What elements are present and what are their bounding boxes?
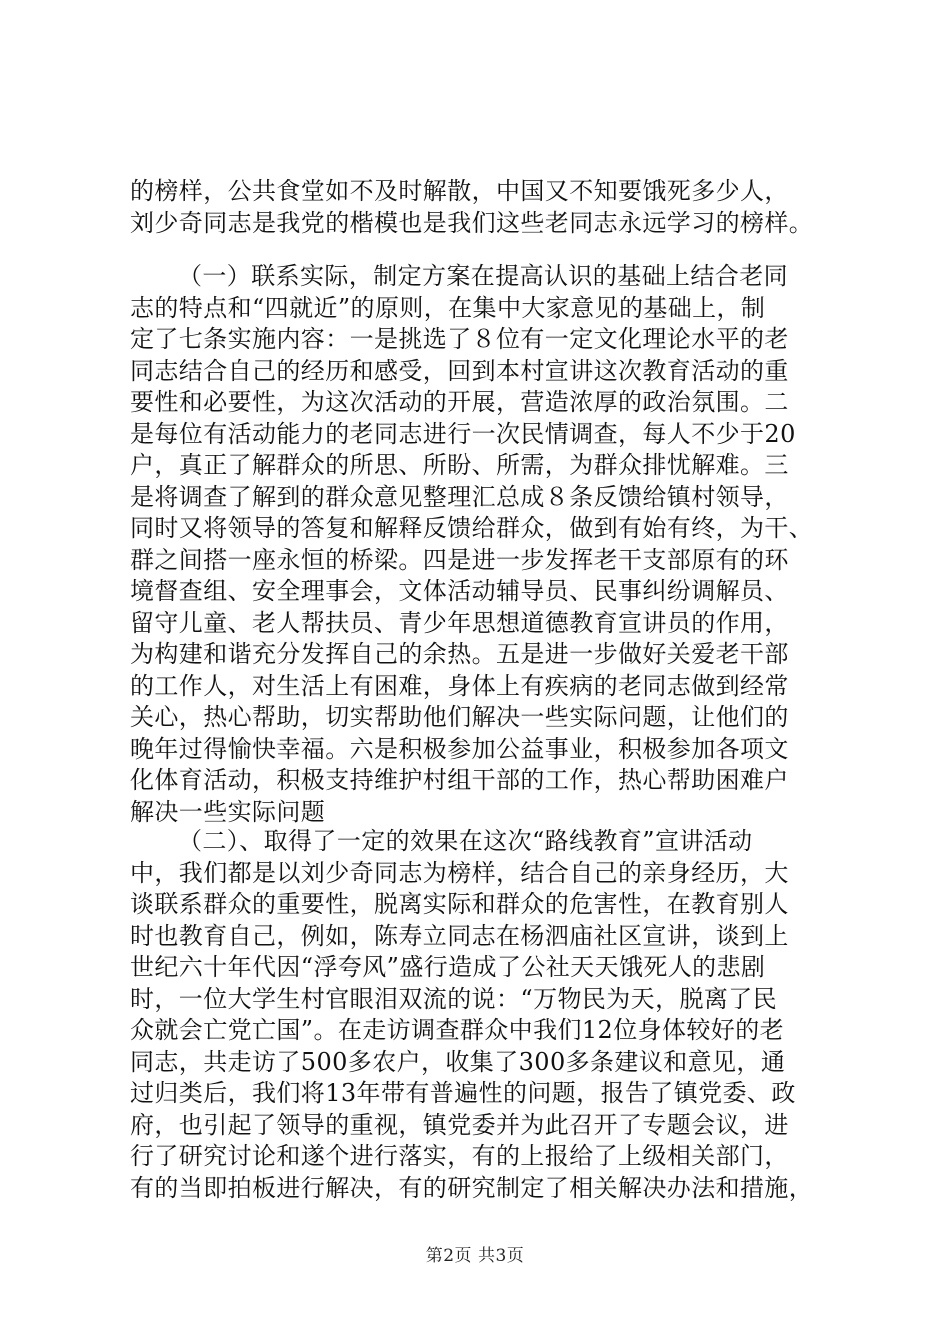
paragraph-line: 志的特点和“四就近”的原则，在集中大家意见的基础上，制 <box>130 293 766 322</box>
paragraph-line: 府，也引起了领导的重视，镇党委并为此召开了专题会议，进 <box>130 1110 789 1139</box>
paragraph-line: （二）、取得了一定的效果在这次“路线教育”宣讲活动 <box>178 827 753 855</box>
paragraph-line: 众就会亡党亡国”。在走访调查群众中我们12位身体较好的老 <box>130 1016 785 1044</box>
paragraph-line: 化体育活动，积极支持维护村组干部的工作，热心帮助困难户 <box>130 766 789 794</box>
paragraph-line: 时也教育自己，例如，陈寿立同志在杨泗庙社区宣讲，谈到上 <box>130 921 789 950</box>
paragraph-line: 解决一些实际问题 <box>130 797 326 826</box>
paragraph-line: 同时又将领导的答复和解释反馈给群众，做到有始有终，为干、 <box>130 514 814 542</box>
paragraph-line: 刘少奇同志是我党的楷模也是我们这些老同志永远学习的榜样。 <box>130 208 814 237</box>
paragraph-line: 群之间搭一座永恒的桥梁。四是进一步发挥老干支部原有的环 <box>130 545 789 574</box>
paragraph-line: 过归类后，我们将13年带有普遍性的问题，报告了镇党委、政 <box>130 1079 796 1107</box>
paragraph-line: 同志，共走访了500多农户，收集了300多条建议和意见，通 <box>130 1047 786 1076</box>
paragraph-line: （一）联系实际，制定方案在提高认识的基础上结合老同 <box>178 262 788 290</box>
paragraph-line: 谈联系群众的重要性，脱离实际和群众的危害性，在教育别人 <box>130 890 789 918</box>
paragraph-line: 同志结合自己的经历和感受，回到本村宣讲这次教育活动的重 <box>130 356 789 385</box>
paragraph-line: 中，我们都是以刘少奇同志为榜样，结合自己的亲身经历，大 <box>130 858 789 887</box>
page-number-footer: 第2页 共3页 <box>425 1246 525 1266</box>
paragraph-line: 有的当即拍板进行解决，有的研究制定了相关解决办法和措施， <box>130 1173 814 1202</box>
paragraph-line: 境督查组、安全理事会，文体活动辅导员、民事纠纷调解员、 <box>130 577 789 605</box>
paragraph-line: 的工作人，对生活上有困难，身体上有疾病的老同志做到经常 <box>130 671 789 700</box>
section-2-paragraph <box>130 826 850 1204</box>
section-1-paragraph <box>130 261 850 828</box>
paragraph-line: 时，一位大学生村官眼泪双流的说：“万物民为天，脱离了民 <box>130 984 778 1013</box>
paragraph-line: 行了研究讨论和遂个进行落实，有的上报给了上级相关部门， <box>130 1142 789 1170</box>
paragraph-line: 为构建和谐充分发挥自己的余热。五是进一步做好关爱老干部 <box>130 640 789 668</box>
paragraph-line: 是将调查了解到的群众意见整理汇总成８条反馈给镇村领导， <box>130 482 789 511</box>
paragraph-line: 关心，热心帮助，切实帮助他们解决一些实际问题，让他们的 <box>130 703 789 731</box>
paragraph-line: 的榜样，公共食堂如不及时解散，中国又不知要饿死多少人， <box>130 177 789 205</box>
paragraph-line: 世纪六十年代因“浮夸风”盛行造成了公社天天饿死人的悲剧 <box>130 953 766 981</box>
paragraph-line: 留守儿童、老人帮扶员、青少年思想道德教育宣讲员的作用， <box>130 608 789 637</box>
paragraph-line: 是每位有活动能力的老同志进行一次民情调查，每人不少于20 <box>130 419 796 448</box>
intro-paragraph <box>130 176 850 239</box>
paragraph-line: 户，真正了解群众的所思、所盼、所需，为群众排忧解难。三 <box>130 451 789 479</box>
paragraph-line: 要性和必要性，为这次活动的开展，营造浓厚的政治氛围。二 <box>130 388 789 416</box>
paragraph-line: 晚年过得愉快幸福。六是积极参加公益事业，积极参加各项文 <box>130 734 789 763</box>
paragraph-line: 定了七条实施内容：一是挑选了８位有一定文化理论水平的老 <box>130 325 789 353</box>
